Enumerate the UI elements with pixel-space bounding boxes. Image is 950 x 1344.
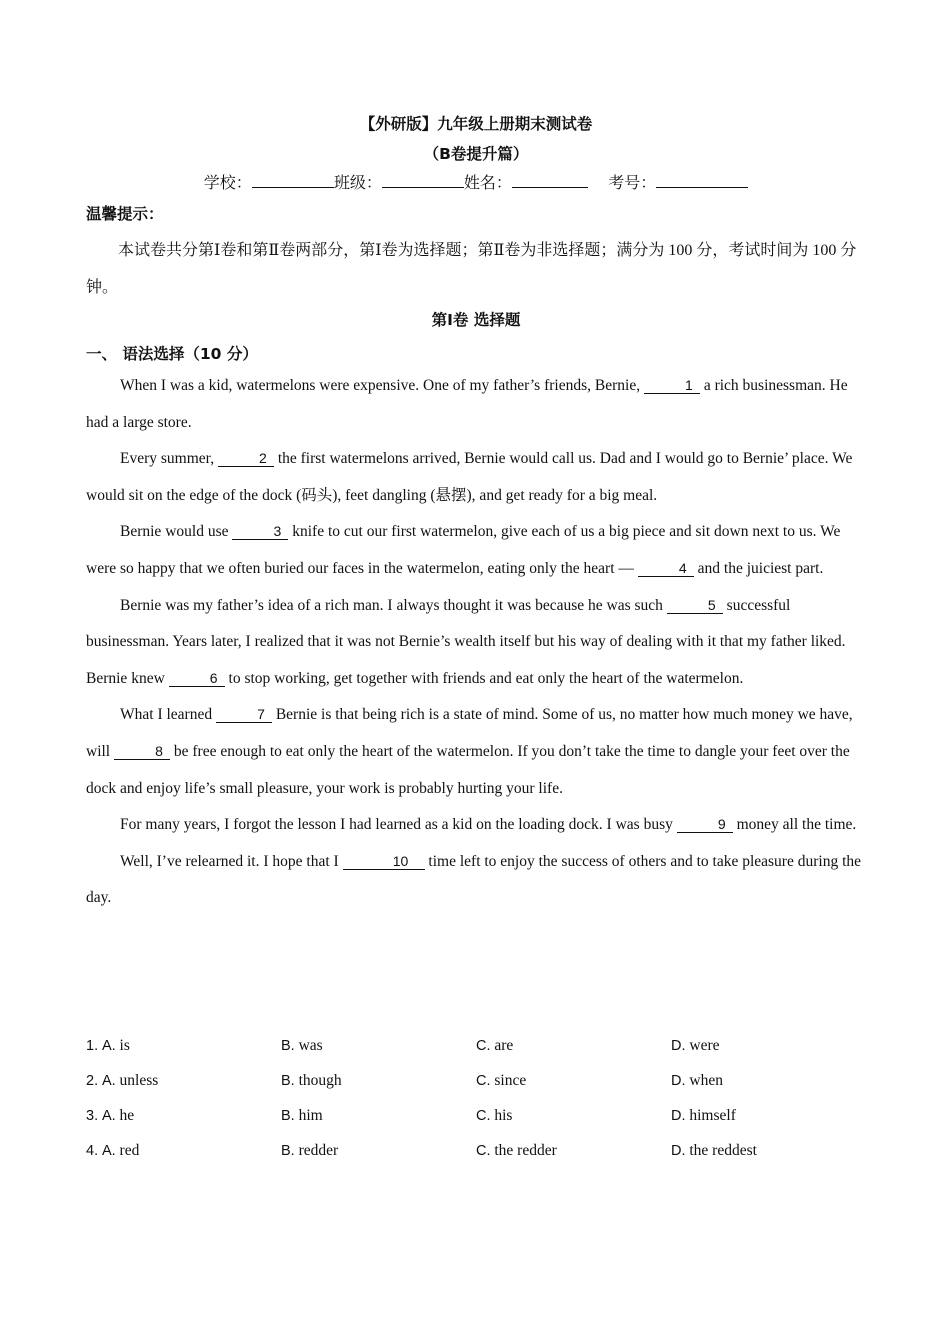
blank-8[interactable]: 8 — [114, 743, 170, 760]
question-row — [86, 1063, 866, 1098]
passage-paragraph: Bernie would use 3 knife to cut our first watermelon, give each of us a big piece and sit down next to us. We were so happy that we often buried our faces in the watermelon, eating only the heart — 4 and the juiciest part. — [86, 523, 841, 577]
student-info-line — [86, 170, 866, 193]
blank-1[interactable]: 1 — [644, 377, 700, 394]
exam-subtitle: （B卷提升篇） — [423, 145, 529, 163]
option-c[interactable]: C. the redder — [476, 1141, 557, 1159]
blank-2[interactable]: 2 — [218, 450, 274, 467]
class-field[interactable] — [382, 173, 464, 188]
name-label: 姓名： — [463, 173, 512, 192]
option-a[interactable]: 4. A. red — [86, 1141, 140, 1159]
option-b[interactable]: B. though — [281, 1071, 342, 1089]
option-c[interactable]: C. are — [476, 1036, 514, 1054]
blank-10[interactable]: 10 — [343, 853, 425, 870]
class-label: 班级： — [333, 173, 382, 192]
passage-paragraph: For many years, I forgot the lesson I had learned as a kid on the loading dock. I was busy 9 money all the time. — [120, 816, 857, 834]
option-a[interactable]: 2. A. unless — [86, 1071, 159, 1089]
option-c[interactable]: C. since — [476, 1071, 527, 1089]
passage-paragraph: Well, I’ve relearned it. I hope that I 10 time left to enjoy the success of others and to take pleasure during the day. — [86, 852, 861, 907]
reading-passage — [86, 368, 866, 917]
school-label: 学校： — [203, 173, 252, 192]
exam-title: 【外研版】九年级上册期末测试卷 — [359, 115, 593, 133]
answer-options — [86, 1028, 866, 1168]
option-a[interactable]: 1. A. is — [86, 1036, 130, 1054]
passage-paragraph: Bernie was my father’s idea of a rich man. I always thought it was because he was such 5 successful businessman. Years later, I realized that it was not Bernie’s wealth itself but his way of dealing with it that my father liked. Bernie knew 6 to stop working, get together with friends and eat only the heart of the watermelon. — [86, 596, 846, 687]
name-field[interactable] — [512, 173, 588, 188]
school-field[interactable] — [252, 173, 334, 188]
blank-7[interactable]: 7 — [216, 706, 272, 723]
option-d[interactable]: D. the reddest — [671, 1141, 757, 1159]
blank-9[interactable]: 9 — [677, 816, 733, 833]
question-row — [86, 1028, 866, 1063]
passage-paragraph: What I learned 7 Bernie is that being rich is a state of mind. Some of us, no matter how much money we have, will 8 be free enough to eat only the heart of the watermelon. If you don’t take the time to dangle your feet over the dock and enjoy life’s small pleasure, your work is probably hurting your life. — [86, 706, 853, 797]
passage-paragraph: Every summer, 2 the first watermelons arrived, Bernie would call us. Dad and I would go to Bernie’ place. We would sit on the edge of the dock (码头), feet dangling (悬摆), and get ready for a big meal. — [86, 450, 853, 504]
option-b[interactable]: B. him — [281, 1106, 323, 1124]
part-title: 一、 语法选择（10 分） — [86, 345, 258, 363]
blank-4[interactable]: 4 — [638, 560, 694, 577]
question-row — [86, 1133, 866, 1168]
option-d[interactable]: D. himself — [671, 1106, 736, 1124]
blank-5[interactable]: 5 — [667, 597, 723, 614]
option-b[interactable]: B. was — [281, 1036, 323, 1054]
blank-6[interactable]: 6 — [169, 670, 225, 687]
id-field[interactable] — [656, 173, 748, 188]
section-title: 第Ⅰ卷 选择题 — [431, 311, 521, 329]
question-row — [86, 1098, 866, 1133]
hint-heading: 温馨提示： — [86, 205, 164, 223]
passage-paragraph: When I was a kid, watermelons were expensive. One of my father’s friends, Bernie, 1 a rich businessman. He had a large store. — [86, 377, 848, 431]
option-c[interactable]: C. his — [476, 1106, 513, 1124]
hint-text: 本试卷共分第Ⅰ卷和第Ⅱ卷两部分，第Ⅰ卷为选择题；第Ⅱ卷为非选择题；满分为 100 分，考试时间为 100 分钟。 — [86, 242, 857, 296]
option-d[interactable]: D. when — [671, 1071, 723, 1089]
option-a[interactable]: 3. A. he — [86, 1106, 135, 1124]
option-b[interactable]: B. redder — [281, 1141, 339, 1159]
id-label: 考号： — [608, 173, 657, 192]
option-d[interactable]: D. were — [671, 1036, 720, 1054]
blank-3[interactable]: 3 — [232, 523, 288, 540]
